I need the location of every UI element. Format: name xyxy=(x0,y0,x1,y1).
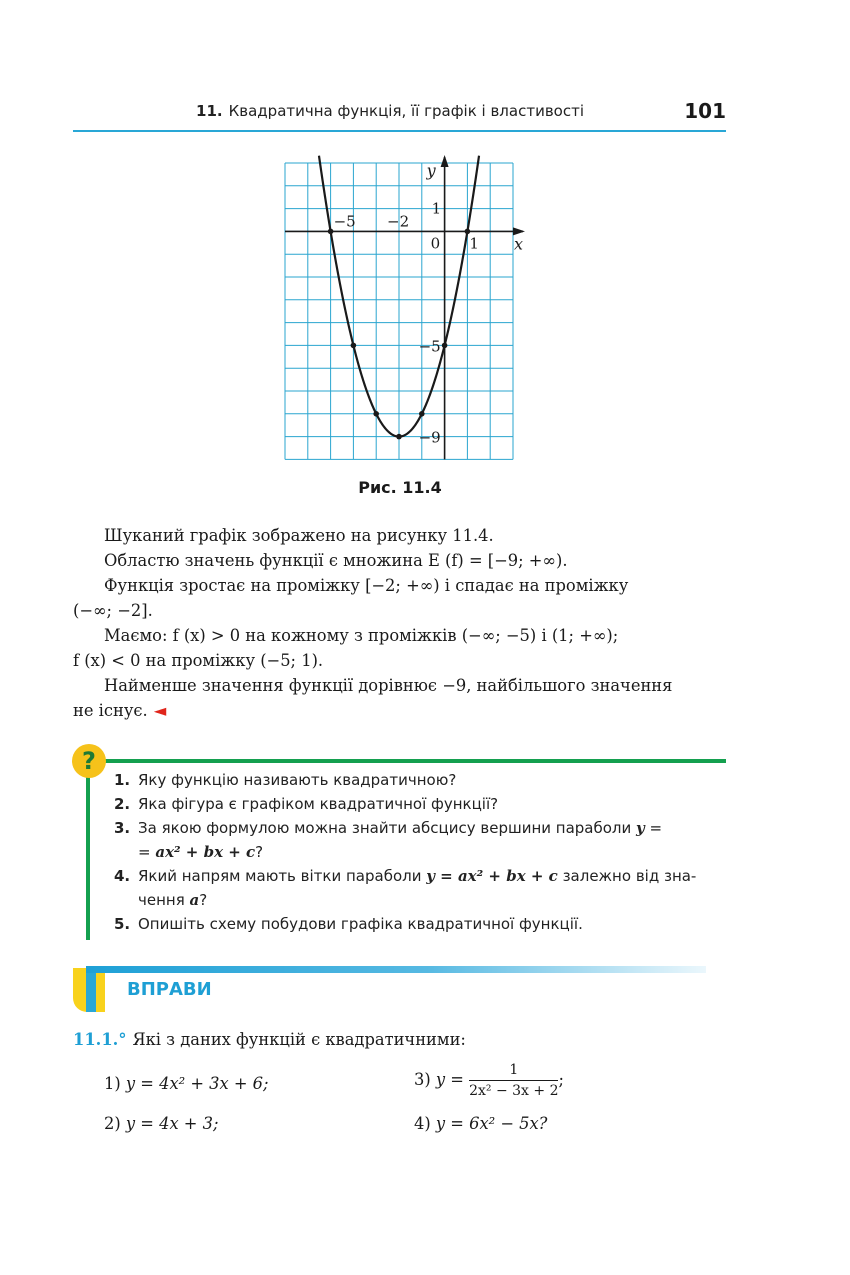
running-header xyxy=(73,100,726,132)
option-end: ; xyxy=(558,1070,564,1089)
parabola-graph xyxy=(280,155,524,465)
question-item xyxy=(114,792,726,816)
option-label: 3) xyxy=(414,1070,436,1089)
question-item xyxy=(114,816,726,864)
section-title-text: Квадратична функція, її графік і властивості xyxy=(228,102,584,120)
tick-label-x-1: 1 xyxy=(469,234,479,253)
question-number: 1. xyxy=(114,771,131,789)
parabola-figure xyxy=(280,155,524,465)
question-number: 3. xyxy=(114,819,131,837)
marked-point xyxy=(351,343,357,349)
tick-label-origin: 0 xyxy=(430,234,441,253)
question-text: Яка фігура є графіком квадратичної функції? xyxy=(138,795,499,813)
exercises-banner-bar xyxy=(86,966,706,973)
exercise-statement xyxy=(73,1030,733,1049)
solution-text xyxy=(73,523,726,723)
paragraph-continuation: f (x) < 0 на проміжку (−5; 1). xyxy=(73,651,324,670)
y-axis-arrow-icon xyxy=(441,155,449,167)
paragraph-continuation: (−∞; −2]. xyxy=(73,601,153,620)
exercises-title: ВПРАВИ xyxy=(127,979,212,1000)
question-item xyxy=(114,912,726,936)
fraction-denominator: 2x² − 3x + 2 xyxy=(469,1083,559,1099)
tick-label-x-neg2: −2 xyxy=(387,212,410,231)
formula: ax² + bx + c xyxy=(155,843,256,861)
exercise-option-2 xyxy=(104,1114,218,1133)
paragraph: Шуканий графік зображено на рисунку 11.4. xyxy=(104,526,494,545)
question-text: Який напрям мають вітки параболи xyxy=(138,867,427,885)
question-text: = xyxy=(138,843,156,861)
option-label: 4) xyxy=(414,1114,436,1133)
exercise-number: 11.1.° xyxy=(73,1030,127,1049)
question-number: 2. xyxy=(114,795,131,813)
question-mark-icon: ? xyxy=(72,744,106,778)
exercise-text: Які з даних функцій є квадратичними: xyxy=(132,1030,466,1049)
marked-point xyxy=(419,411,425,417)
x-axis-label: x xyxy=(514,234,524,254)
marked-point xyxy=(465,229,471,235)
exercise-option-3 xyxy=(414,1062,564,1099)
option-formula: y = 4x + 3; xyxy=(125,1114,219,1133)
review-questions xyxy=(114,768,726,936)
question-text: ? xyxy=(199,891,208,909)
option-label: 2) xyxy=(104,1114,126,1133)
fraction xyxy=(469,1062,558,1099)
marked-point xyxy=(442,343,448,349)
question-text: чення xyxy=(138,891,190,909)
question-text: Опишіть схему побудови графіка квадратичної функції. xyxy=(138,915,583,933)
section-title xyxy=(196,102,584,120)
figure-caption: Рис. 11.4 xyxy=(358,478,442,497)
option-formula-lhs: y = xyxy=(435,1070,464,1089)
tick-label-y-neg5: −5 xyxy=(418,337,441,356)
question-text: = xyxy=(644,819,663,837)
paragraph: Найменше значення функції дорівнює −9, найбільшого значення xyxy=(104,676,673,695)
page-number: 101 xyxy=(684,99,726,123)
paragraph-continuation xyxy=(73,698,726,723)
paragraph-end-text: не існує. xyxy=(73,701,148,720)
option-label: 1) xyxy=(104,1074,126,1093)
tick-label-x-neg5: −5 xyxy=(333,212,356,231)
formula: y = ax² + bx + c xyxy=(426,867,558,885)
formula: y xyxy=(636,819,645,837)
paragraph: Функція зростає на проміжку [−2; +∞) і спадає на проміжку xyxy=(104,576,629,595)
marked-point xyxy=(328,229,334,235)
questions-side-rule xyxy=(86,775,90,940)
question-item xyxy=(114,864,726,912)
questions-top-rule xyxy=(86,759,726,763)
marked-point xyxy=(373,411,379,417)
question-text: ? xyxy=(255,843,264,861)
formula: a xyxy=(189,891,200,909)
marked-point xyxy=(396,434,402,440)
tick-label-y-neg9: −9 xyxy=(418,428,441,447)
option-formula: y = 4x² + 3x + 6; xyxy=(125,1074,269,1093)
exercise-option-4 xyxy=(414,1114,547,1133)
question-number: 4. xyxy=(114,867,131,885)
end-of-solution-icon: ◄ xyxy=(153,701,167,720)
question-text: Яку функцію називають квадратичною? xyxy=(138,771,457,789)
exercise-option-1 xyxy=(104,1074,269,1093)
question-item xyxy=(114,768,726,792)
paragraph: Маємо: f (x) > 0 на кожному з проміжків (−∞; −5) і (1; +∞); xyxy=(104,626,619,645)
question-number: 5. xyxy=(114,915,131,933)
tick-label-y-1: 1 xyxy=(431,199,442,218)
section-number: 11. xyxy=(196,102,223,120)
fraction-numerator: 1 xyxy=(469,1062,558,1081)
option-formula: y = 6x² − 5x? xyxy=(435,1114,548,1133)
paragraph: Областю значень функції є множина E (f) = [−9; +∞). xyxy=(104,551,568,570)
y-axis-label: y xyxy=(426,161,436,180)
question-text: залежно від зна- xyxy=(557,867,697,885)
question-text: За якою формулою можна знайти абсцису вершини параболи xyxy=(138,819,637,837)
exercises-banner-stripe xyxy=(86,968,96,1012)
